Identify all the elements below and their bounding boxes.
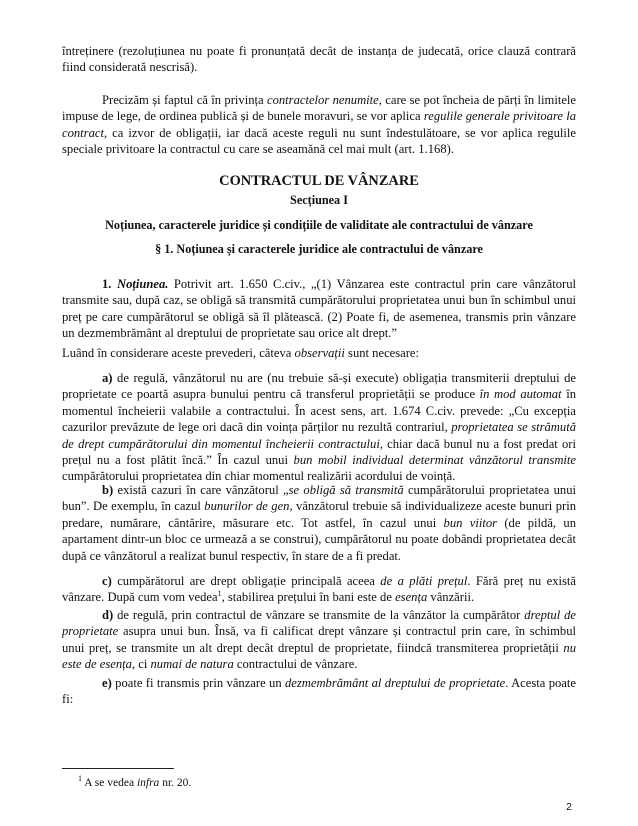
- item-label: e): [102, 676, 112, 690]
- italic-text: bunurilor de gen: [204, 499, 290, 514]
- footnote-number: 1: [78, 774, 82, 784]
- text: contractului de vânzare.: [233, 657, 358, 672]
- footnote: [78, 775, 191, 791]
- paragraph-e: [62, 675, 576, 708]
- italic-text: dezmembrământ al dreptului de proprietate: [284, 676, 506, 690]
- paragraph-luand: [62, 345, 576, 361]
- text: există cazuri în care vânzătorul „: [113, 483, 289, 497]
- text: . Acesta poate fi:: [62, 676, 576, 707]
- text: , ci: [131, 657, 151, 672]
- text: de regulă, vânzătorul nu are (nu trebuie să-și execute) obligația transmiterii dreptului de proprietate ce poartă asupra bunului pentru că transferul proprietății se produce: [62, 371, 576, 402]
- text: cumpărătorului proprietatea din chiar momentul realizării acordului de voință.: [62, 469, 456, 484]
- text: , care se pot încheia de părți în limitele impuse de lege, de ordinea publică și de bunele moravuri, se vor aplica: [62, 93, 576, 124]
- paragraph-a: [62, 370, 576, 485]
- item-number: 1.: [102, 277, 117, 291]
- text: , vânzătorul trebuie să individualizeze aceste bunuri prin predare, numărare, cântărire, măsurare etc. Tot astfel, în cazul unui: [62, 499, 576, 530]
- italic-text: contractelor nenumite: [266, 93, 379, 107]
- text: de regulă, prin contractul de vânzare se transmite de la vânzător la cumpărător: [113, 608, 525, 622]
- text: Luând în considerare aceste prevederi, câteva: [62, 346, 295, 360]
- text: , ca izvor de obligații, iar dacă aceste reguli nu sunt îndestulătoare, se vor aplica regulile speciale privitoare la contractul cu care se aseamănă cel mai mult (art. 1.168).: [62, 125, 576, 157]
- text: vânzării.: [427, 590, 475, 605]
- italic-text: bun mobil individual determinat vânzătorul transmite: [293, 453, 577, 468]
- text: , stabilirea prețului în bani este de: [221, 590, 396, 605]
- section-label: Secțiunea I: [290, 193, 348, 207]
- italic-text: de a plăti prețul: [380, 574, 468, 588]
- item-label: a): [102, 371, 113, 385]
- italic-text: bun viitor: [443, 515, 498, 530]
- text: A se vedea: [82, 777, 137, 789]
- page-number: 2: [566, 801, 572, 813]
- italic-text: în mod automat: [479, 387, 562, 402]
- item-label: c): [102, 574, 112, 588]
- italic-text: dreptul de proprietate: [62, 608, 576, 639]
- footnote-ref[interactable]: 1: [217, 589, 222, 599]
- paragraph-notiunea: [62, 276, 576, 342]
- italic-text: observații: [294, 346, 345, 360]
- paragraph-d: [62, 607, 576, 673]
- text: . Fără preț nu există vânzare. După cum vom vedea: [62, 574, 576, 605]
- text: , chiar dacă bunul nu a fost predat ori prețul nu a fost plătit încă.” În cazul unui: [62, 436, 576, 468]
- italic-text: nu este de esența: [62, 640, 576, 672]
- paragraph-b: [62, 482, 576, 564]
- paragraph-heading: § 1. Noțiunea și caracterele juridice ale contractului de vânzare: [155, 242, 483, 256]
- item-label: d): [102, 608, 114, 622]
- text: Potrivit art. 1.650 C.civ., „(1) Vânzarea este contractul prin care vânzătorul transmite sau, după caz, se obligă să transmită cumpărătorului proprietatea unui bun în schimbul unui preț pe care cumpărătorul se obligă să îl plătească. (2) Poate fi, de asemenea, transmis prin vânzare un dezmembrământ al dreptului de proprietate sau orice alt drept.”: [62, 277, 576, 341]
- text: asupra unui bun. Însă, va fi calificat drept vânzare și contractul prin care, în schimbul unui preț, se transmite un alt drept decât dreptul de proprietate, fiindcă transmiterea proprietății: [62, 624, 576, 655]
- text: nr. 20.: [159, 777, 192, 789]
- paragraph-text: întreținere (rezoluțiunea nu poate fi pronunțată decât de instanța de judecată, orice clauză contrară fiind considerată nescrisă).: [62, 44, 576, 75]
- item-label: Noțiunea.: [116, 277, 169, 291]
- paragraph-intro: [62, 43, 576, 76]
- text: Precizăm și faptul că în privința: [102, 93, 267, 107]
- item-label: b): [102, 483, 114, 497]
- text: cumpărătorul are drept obligație principală aceea: [111, 574, 381, 588]
- italic-text: numai de natura: [150, 657, 234, 672]
- text: poate fi transmis prin vânzare un: [111, 676, 285, 690]
- footnote-separator: [62, 768, 174, 769]
- text: (de pildă, un apartament dintr-un bloc ce urmează a se construi), cumpărătorul nu poate dobândi proprietatea decât după ce vânzătorul a realizat bunul respectiv, în stare de a fi predat.: [62, 515, 576, 563]
- chapter-title: CONTRACTUL DE VÂNZARE: [219, 173, 419, 189]
- paragraph-precizam: [62, 92, 576, 158]
- text: sunt necesare:: [344, 346, 420, 360]
- section-subtitle: Noțiunea, caracterele juridice și condițiile de validitate ale contractului de vânzare: [105, 218, 533, 232]
- paragraph-c: [62, 573, 576, 606]
- italic-text: proprietatea se strămută de drept cumpărătorului din momentul încheierii contractului: [62, 420, 576, 451]
- italic-text: se obligă să transmită: [288, 483, 404, 497]
- italic-text: regulile generale privitoare la contract: [62, 109, 577, 140]
- italic-text: infra: [136, 777, 160, 789]
- text: cumpărătorului proprietatea unui bun”. De exemplu, în cazul: [62, 483, 576, 514]
- italic-text: esența: [395, 590, 428, 605]
- text: în momentul încheierii valabile a contractului. În acest sens, art. 1.674 C.civ. prevede: „Cu excepția cazurilor prevăzute de lege ori dacă din voința părților nu rezultă contrariul,: [62, 387, 576, 435]
